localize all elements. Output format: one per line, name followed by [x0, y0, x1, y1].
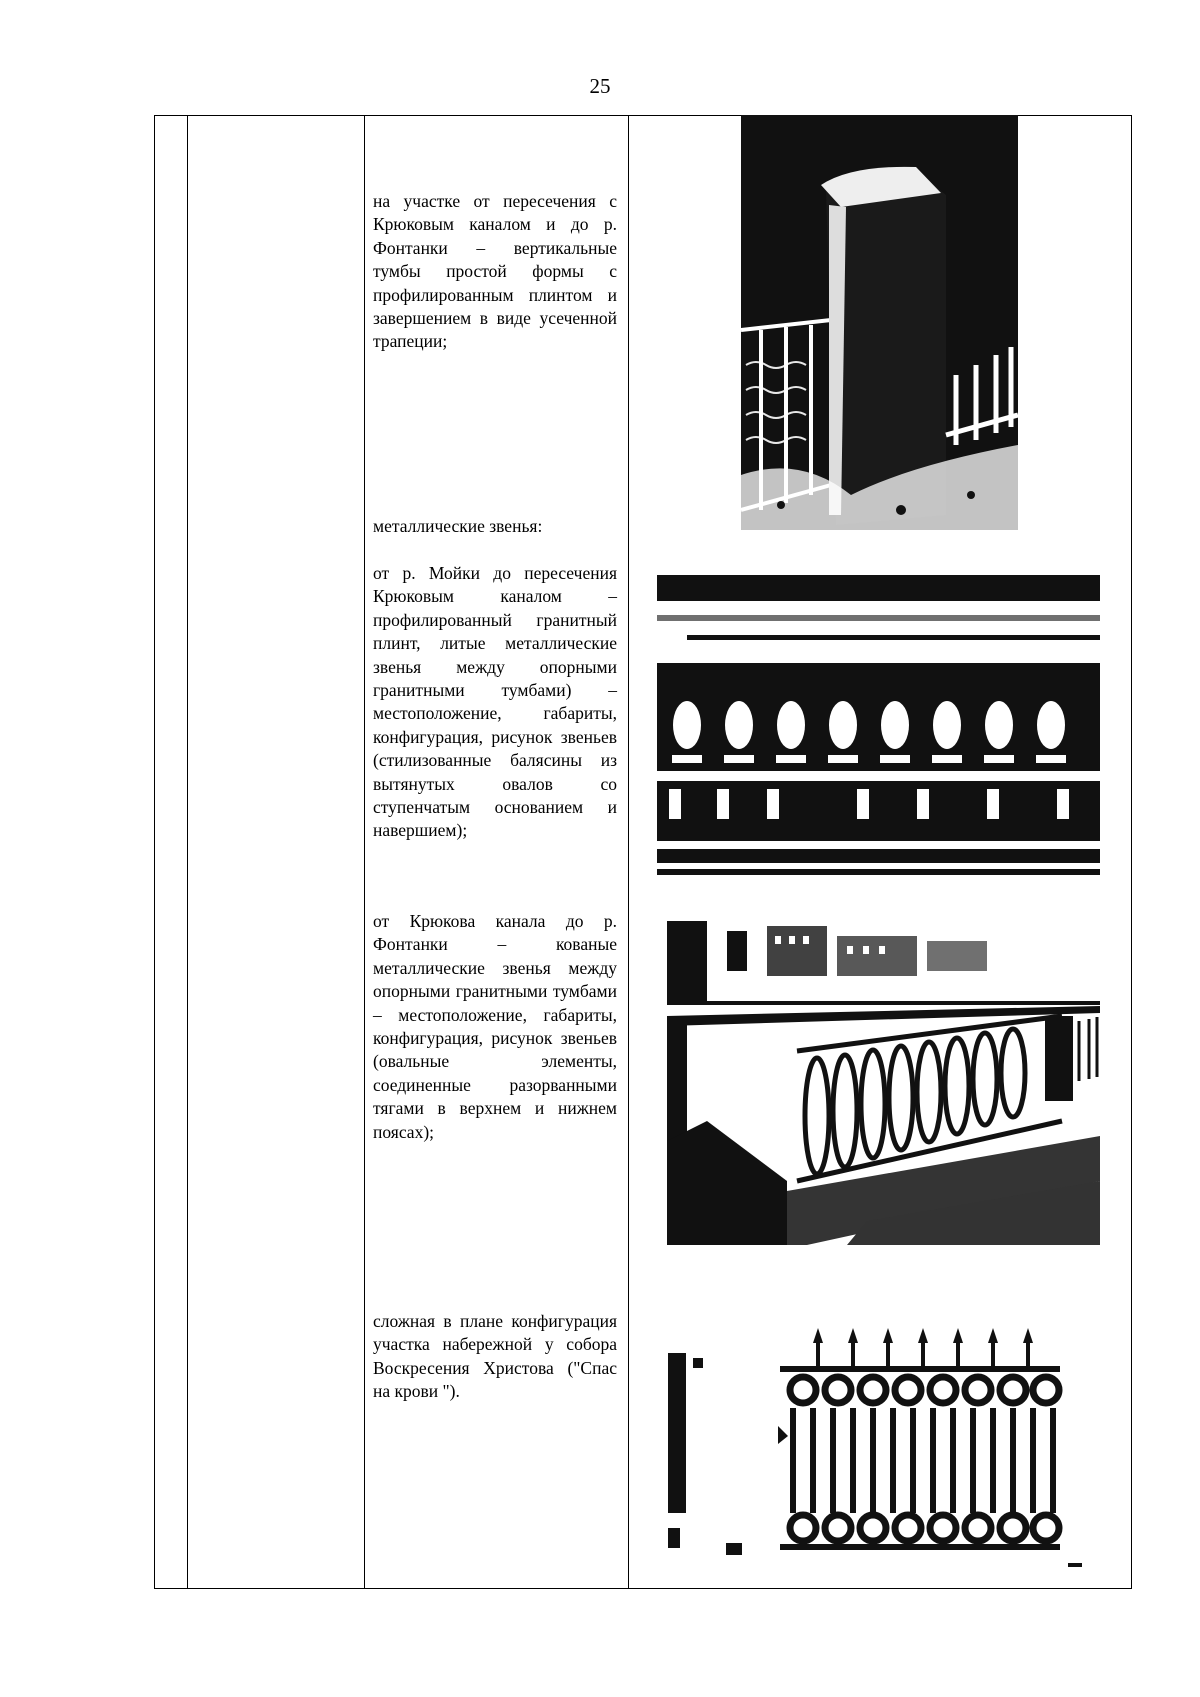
description-pedestals: на участке от пересечения с Крюковым каналом и до р. Фонтанки – вертикальные тумбы простой формы с профилированным плинтом и завершением в виде усеченной трапеции; — [373, 191, 617, 352]
description-cathedral-section: сложная в плане конфигурация участка набережной у собора Воскресения Христова ("Спас на крови "). — [373, 1311, 617, 1402]
description-moika-section: от р. Мойки до пересечения Крюковым каналом – профилированный гранитный плинт, литые металлические звенья между опорными гранитными тумбами) – местоположение, габариты, конфигурация, рисунок звеньев (стилизованные балясины из вытянутых овалов со ступенчатым основанием и навершием); — [373, 563, 617, 841]
column-divider-3 — [628, 115, 629, 1589]
granite-pedestal-photo — [741, 115, 1018, 530]
page-number: 25 — [589, 74, 611, 98]
description-metal-links-heading: металлические звенья: — [373, 516, 543, 536]
description-fontanka-section: от Крюкова канала до р. Фонтанки – кованые металлические звенья между опорными гранитными тумбами – местоположение, габариты, конфигурация, рисунок звеньев (овальные элементы, соединенные разорванными тягами в верхнем и нижнем поясах); — [373, 911, 617, 1142]
column-divider-2 — [364, 115, 365, 1589]
cast-iron-baluster-railing-photo — [657, 575, 1100, 875]
column-divider-1 — [187, 115, 188, 1589]
embankment-oval-railing-photo — [667, 921, 1100, 1245]
trefoil-railing-photo — [668, 1318, 1100, 1568]
